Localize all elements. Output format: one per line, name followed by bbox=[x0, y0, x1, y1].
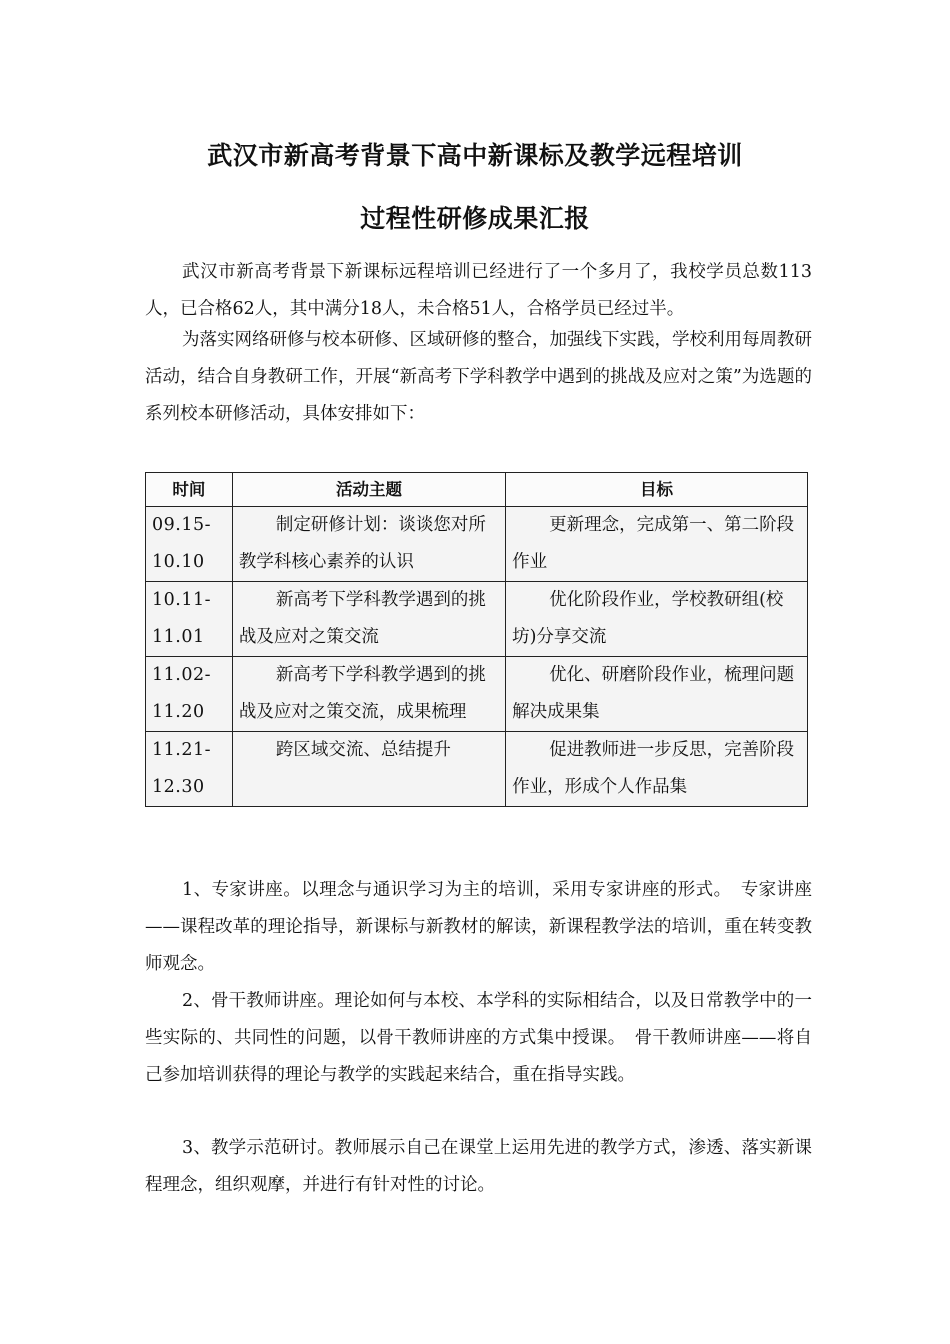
item-3-paragraph: 3、教学示范研讨。教师展示自己在课堂上运用先进的教学方式，渗透、落实新课程理念，组织观摩，并进行有针对性的讨论。 bbox=[145, 1138, 812, 1195]
time-cell bbox=[146, 582, 233, 657]
goal-cell bbox=[506, 657, 808, 732]
item-2-paragraph: 2、骨干教师讲座。理论如何与本校、本学科的实际相结合，以及日常教学中的一些实际的、共同性的问题，以骨干教师讲座的方式集中授课。 骨干教师讲座——将自己参加培训获得的理论与教学的实践起来结合，重在指导实践。 bbox=[145, 991, 812, 1085]
goal-text: 优化阶段作业，学校教研组(校坊)分享交流 bbox=[512, 590, 784, 647]
goal-text: 优化、研磨阶段作业，梳理问题解决成果集 bbox=[512, 665, 795, 722]
goal-cell bbox=[506, 507, 808, 582]
topic-cell bbox=[232, 732, 505, 807]
topic-cell bbox=[232, 507, 505, 582]
table-row bbox=[146, 732, 808, 807]
time-start: 11.02- bbox=[152, 665, 212, 685]
time-end: 12.30 bbox=[152, 777, 205, 797]
goal-cell bbox=[506, 732, 808, 807]
header-topic: 活动主题 bbox=[232, 473, 505, 507]
doc-title-line1: 武汉市新高考背景下高中新课标及教学远程培训 bbox=[207, 141, 743, 170]
goal-cell bbox=[506, 582, 808, 657]
time-end: 10.10 bbox=[152, 552, 205, 572]
topic-text: 新高考下学科教学遇到的挑战及应对之策交流 bbox=[238, 590, 486, 647]
time-cell bbox=[146, 507, 233, 582]
table-header-row bbox=[146, 473, 808, 507]
header-goal: 目标 bbox=[506, 473, 808, 507]
table-row bbox=[146, 507, 808, 582]
intro-paragraph-1: 武汉市新高考背景下新课标远程培训已经进行了一个多月了，我校学员总数113人，已合格62人，其中满分18人，未合格51人，合格学员已经过半。 bbox=[145, 262, 812, 319]
schedule-table bbox=[145, 472, 808, 807]
table-row bbox=[146, 657, 808, 732]
doc-title-line2: 过程性研修成果汇报 bbox=[360, 204, 590, 233]
table-row bbox=[146, 582, 808, 657]
time-start: 09.15- bbox=[152, 515, 212, 535]
time-cell bbox=[146, 732, 233, 807]
goal-text: 更新理念，完成第一、第二阶段作业 bbox=[512, 515, 795, 572]
topic-cell bbox=[232, 582, 505, 657]
topic-text: 跨区域交流、总结提升 bbox=[275, 740, 451, 760]
topic-text: 制定研修计划：谈谈您对所教学科核心素养的认识 bbox=[238, 515, 486, 572]
time-cell bbox=[146, 657, 233, 732]
time-start: 10.11- bbox=[152, 590, 212, 610]
time-start: 11.21- bbox=[152, 740, 212, 760]
time-end: 11.20 bbox=[152, 702, 205, 722]
header-time: 时间 bbox=[146, 473, 233, 507]
intro-paragraph-2: 为落实网络研修与校本研修、区域研修的整合，加强线下实践，学校利用每周教研活动，结合自身教研工作，开展“新高考下学科教学中遇到的挑战及应对之策”为选题的系列校本研修活动，具体安排如下： bbox=[145, 330, 812, 424]
item-1-paragraph: 1、专家讲座。以理念与通识学习为主的培训，采用专家讲座的形式。 专家讲座——课程改革的理论指导，新课标与新教材的解读，新课程教学法的培训，重在转变教师观念。 bbox=[145, 880, 812, 974]
topic-cell bbox=[232, 657, 505, 732]
goal-text: 促进教师进一步反思，完善阶段作业，形成个人作品集 bbox=[512, 740, 795, 797]
time-end: 11.01 bbox=[152, 627, 205, 647]
topic-text: 新高考下学科教学遇到的挑战及应对之策交流，成果梳理 bbox=[238, 665, 486, 722]
